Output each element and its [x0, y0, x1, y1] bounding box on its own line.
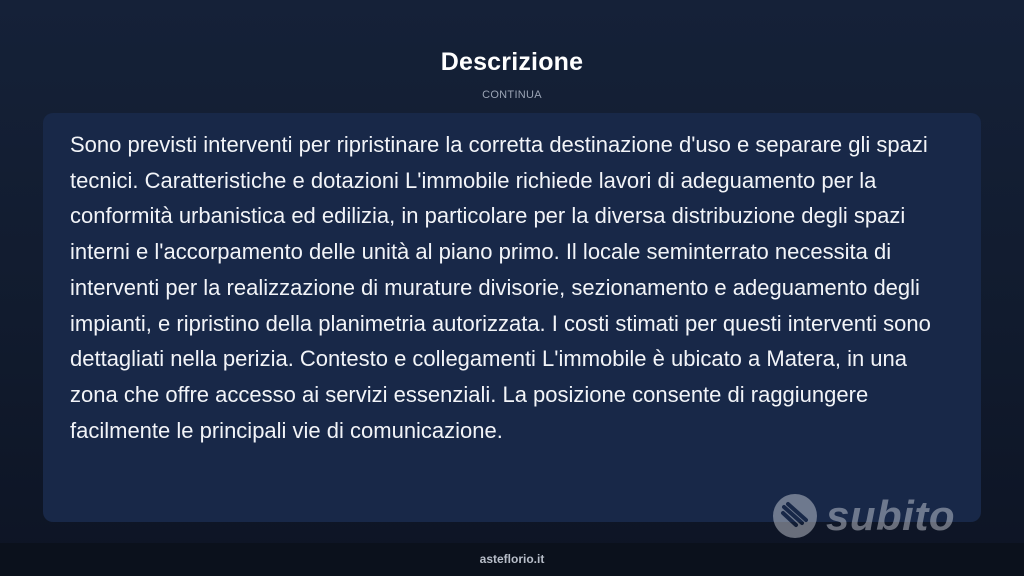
- subito-watermark: [772, 490, 972, 544]
- description-text: Sono previsti interventi per ripristinare la corretta destinazione d'uso e separare gli spazi tecnici. Caratteristiche e dotazioni L'immobile richiede lavori di adeguamento per la conformità urbanistica ed edilizia, in particolare per la diversa distribuzione degli spazi interni e l'accorpamento delle unità al piano primo. Il locale seminterrato necessita di interventi per la realizzazione di murature divisorie, sezionamento e adeguamento degli impianti, e ripristino della planimetria autorizzata. I costi stimati per questi interventi sono dettagliati nella perizia. Contesto e collegamenti L'immobile è ubicato a Matera, in una zona che offre accesso ai servizi essenziali. La posizione consente di raggiungere facilmente le principali vie di comunicazione.: [70, 132, 931, 443]
- subito-wordmark: subito: [826, 492, 955, 539]
- footer-bar: [0, 543, 1024, 576]
- continua-label: CONTINUA: [482, 89, 542, 101]
- page-title: Descrizione: [440, 48, 584, 76]
- footer-site-link[interactable]: asteflorio.it: [479, 552, 545, 566]
- subito-logo-icon: [772, 493, 818, 539]
- description-card: [43, 113, 981, 522]
